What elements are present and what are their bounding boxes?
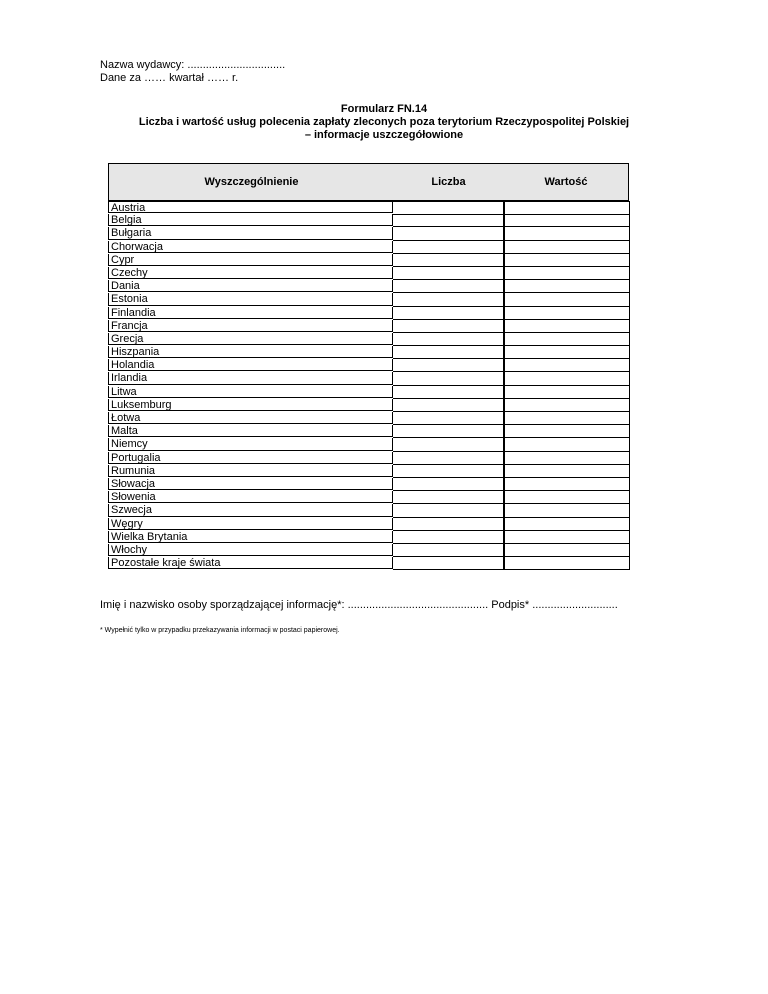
table-row: [108, 346, 630, 359]
value-cell[interactable]: [504, 359, 630, 372]
value-cell[interactable]: [504, 333, 630, 346]
count-cell[interactable]: [393, 425, 504, 438]
count-cell[interactable]: [393, 241, 504, 254]
table-row: [108, 359, 630, 372]
country-name: Dania: [108, 280, 393, 292]
country-name: Francja: [108, 320, 393, 332]
table-row: [108, 531, 630, 544]
count-cell[interactable]: [393, 320, 504, 333]
period-line: Dane za …… kwartał …… r.: [100, 72, 239, 84]
count-cell[interactable]: [393, 478, 504, 491]
form-subtitle-2: – informacje uszczegółowione: [304, 129, 464, 141]
table-row: [108, 518, 630, 531]
value-cell[interactable]: [504, 280, 630, 293]
value-cell[interactable]: [504, 201, 630, 215]
country-name: Rumunia: [108, 465, 393, 477]
count-cell[interactable]: [393, 267, 504, 280]
table-row: [108, 372, 630, 385]
count-cell[interactable]: [393, 491, 504, 504]
country-table: [108, 163, 630, 570]
footnote: * Wypełnić tylko w przypadku przekazywania informacji w postaci papierowej.: [100, 627, 340, 634]
country-name: Malta: [108, 425, 393, 437]
country-name: Węgry: [108, 518, 393, 530]
table-row: [108, 267, 630, 280]
country-name: Szwecja: [108, 504, 393, 516]
country-name: Słowenia: [108, 491, 393, 503]
value-cell[interactable]: [504, 293, 630, 306]
table-row: [108, 399, 630, 412]
table-row: [108, 438, 630, 451]
table-row: [108, 491, 630, 504]
signature-line: Imię i nazwisko osoby sporządzającej informację*: .............................................. Podpis* ............................: [100, 599, 618, 611]
count-cell[interactable]: [393, 452, 504, 465]
count-cell[interactable]: [393, 438, 504, 451]
table-row: [108, 307, 630, 320]
header-value: Wartość: [504, 163, 629, 201]
table-row: [108, 214, 630, 227]
table-row: [108, 386, 630, 399]
count-cell[interactable]: [393, 346, 504, 359]
form-subtitle-1: Liczba i wartość usług polecenia zapłaty zleconych poza terytorium Rzeczypospolitej Polskiej: [138, 116, 630, 128]
count-cell[interactable]: [393, 254, 504, 267]
country-name: Niemcy: [108, 438, 393, 450]
value-cell[interactable]: [504, 412, 630, 425]
table-row: [108, 333, 630, 346]
table-row: [108, 465, 630, 478]
table-row: [108, 254, 630, 267]
country-name: Luksemburg: [108, 399, 393, 411]
country-name: Słowacja: [108, 478, 393, 490]
country-name: Czechy: [108, 267, 393, 279]
count-cell[interactable]: [393, 293, 504, 306]
value-cell[interactable]: [504, 452, 630, 465]
country-name: Holandia: [108, 359, 393, 371]
value-cell[interactable]: [504, 254, 630, 267]
country-name: Belgia: [108, 214, 393, 226]
count-cell[interactable]: [393, 359, 504, 372]
value-cell[interactable]: [504, 518, 630, 531]
value-cell[interactable]: [504, 241, 630, 254]
value-cell[interactable]: [504, 267, 630, 280]
country-name: Irlandia: [108, 372, 393, 384]
value-cell[interactable]: [504, 557, 630, 570]
country-name: Wielka Brytania: [108, 531, 393, 543]
table-row: [108, 412, 630, 425]
table-row: [108, 201, 630, 214]
count-cell[interactable]: [393, 518, 504, 531]
value-cell[interactable]: [504, 227, 630, 240]
table-row: [108, 557, 630, 570]
value-cell[interactable]: [504, 504, 630, 517]
count-cell[interactable]: [393, 307, 504, 320]
country-name: Chorwacja: [108, 241, 393, 253]
value-cell[interactable]: [504, 372, 630, 385]
count-cell[interactable]: [393, 227, 504, 240]
country-name: Łotwa: [108, 412, 393, 424]
table-row: [108, 478, 630, 491]
count-cell[interactable]: [393, 465, 504, 478]
form-title: Formularz FN.14: [340, 103, 428, 115]
table-row: [108, 280, 630, 293]
header-count: Liczba: [393, 163, 505, 201]
value-cell[interactable]: [504, 531, 630, 544]
count-cell[interactable]: [393, 372, 504, 385]
country-name: Hiszpania: [108, 346, 393, 358]
table-row: [108, 452, 630, 465]
table-body: [108, 201, 630, 570]
table-row: [108, 320, 630, 333]
count-cell[interactable]: [393, 557, 504, 570]
country-name: Litwa: [108, 386, 393, 398]
count-cell[interactable]: [393, 386, 504, 399]
country-name: Grecja: [108, 333, 393, 345]
country-name: Austria: [108, 201, 393, 213]
country-name: Pozostałe kraje świata: [108, 557, 393, 569]
value-cell[interactable]: [504, 386, 630, 399]
header-description: Wyszczególnienie: [108, 163, 395, 201]
value-cell[interactable]: [504, 214, 630, 227]
value-cell[interactable]: [504, 399, 630, 412]
country-name: Bułgaria: [108, 227, 393, 239]
value-cell[interactable]: [504, 307, 630, 320]
value-cell[interactable]: [504, 320, 630, 333]
table-header: [108, 163, 630, 201]
table-row: [108, 425, 630, 438]
count-cell[interactable]: [393, 544, 504, 557]
count-cell[interactable]: [393, 399, 504, 412]
country-name: Estonia: [108, 293, 393, 305]
count-cell[interactable]: [393, 531, 504, 544]
country-name: Finlandia: [108, 307, 393, 319]
country-name: Włochy: [108, 544, 393, 556]
count-cell[interactable]: [393, 280, 504, 293]
count-cell[interactable]: [393, 412, 504, 425]
value-cell[interactable]: [504, 478, 630, 491]
count-cell[interactable]: [393, 214, 504, 227]
country-name: Cypr: [108, 254, 393, 266]
table-row: [108, 544, 630, 557]
table-row: [108, 504, 630, 517]
value-cell[interactable]: [504, 465, 630, 478]
publisher-line: Nazwa wydawcy: ................................: [100, 59, 286, 71]
value-cell[interactable]: [504, 491, 630, 504]
table-row: [108, 241, 630, 254]
value-cell[interactable]: [504, 346, 630, 359]
count-cell[interactable]: [393, 504, 504, 517]
value-cell[interactable]: [504, 544, 630, 557]
count-cell[interactable]: [393, 201, 504, 215]
count-cell[interactable]: [393, 333, 504, 346]
table-row: [108, 227, 630, 240]
country-name: Portugalia: [108, 452, 393, 464]
value-cell[interactable]: [504, 438, 630, 451]
table-row: [108, 293, 630, 306]
value-cell[interactable]: [504, 425, 630, 438]
